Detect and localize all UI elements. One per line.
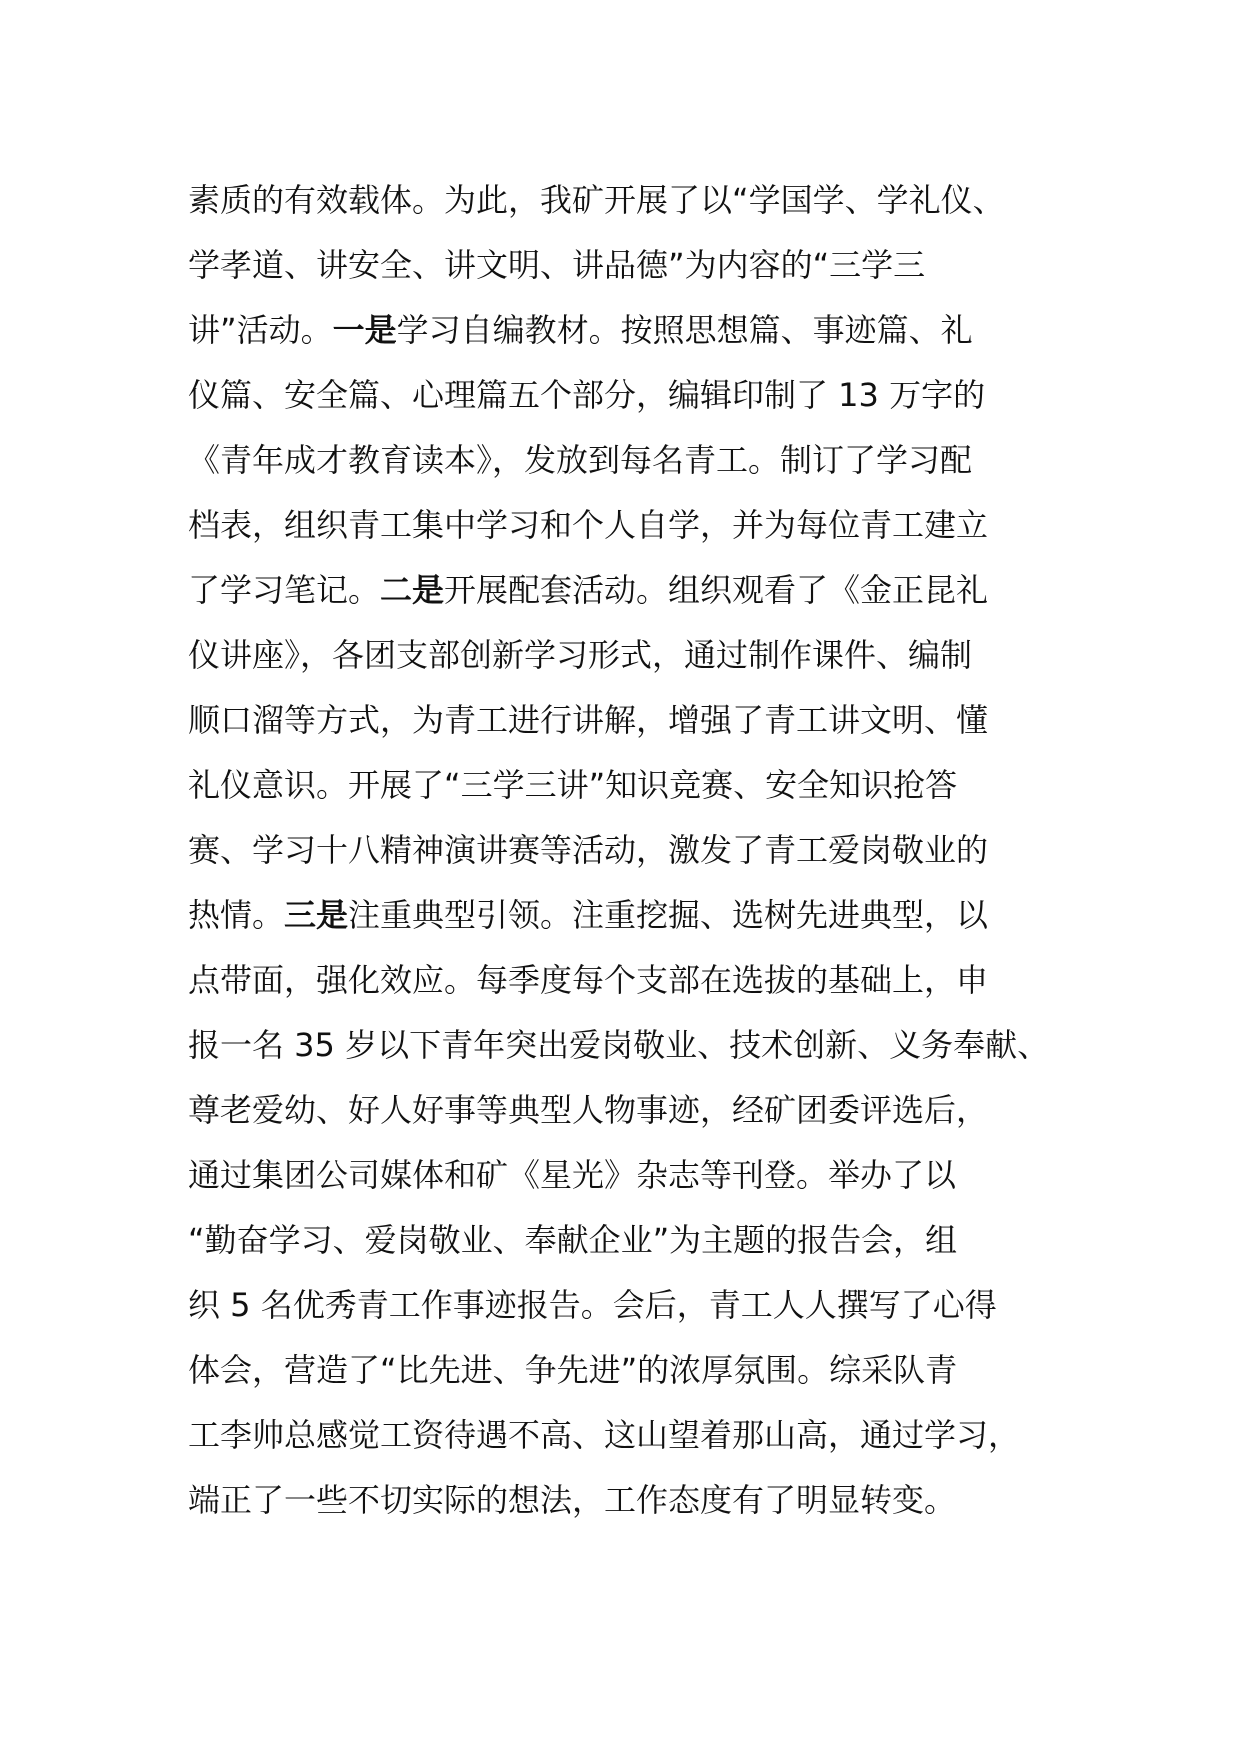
text-line xyxy=(188,493,1088,558)
text-line xyxy=(188,1403,1088,1468)
text-line xyxy=(188,363,1088,428)
text-run: 尊老爱幼、好人好事等典型人物事迹，经矿团委评选后， xyxy=(188,1091,989,1129)
text-run: 档表，组织青工集中学习和个人自学，并为每位青工建立 xyxy=(188,506,989,544)
text-run: 顺口溜等方式，为青工进行讲解，增强了青工讲文明、懂 xyxy=(188,701,989,739)
text-run: 礼仪意识。开展了“三学三讲”知识竞赛、安全知识抢答 xyxy=(188,766,958,804)
text-line xyxy=(188,1143,1088,1208)
text-run: 织 5 名优秀青工作事迹报告。会后，青工人人撰写了心得 xyxy=(188,1286,997,1324)
text-line xyxy=(188,428,1088,493)
text-run: 体会，营造了“比先进、争先进”的浓厚氛围。综采队青 xyxy=(188,1351,958,1389)
text-run: 报一名 35 岁以下青年突出爱岗敬业、技术创新、义务奉献、 xyxy=(188,1026,1050,1064)
emphasis-label: 二是 xyxy=(380,571,445,609)
text-line xyxy=(188,1013,1088,1078)
text-line xyxy=(188,623,1088,688)
text-run: 工李帅总感觉工资待遇不高、这山望着那山高，通过学习， xyxy=(188,1416,1021,1454)
text-run: 注重典型引领。注重挖掘、选树先进典型，以 xyxy=(348,896,989,934)
text-line xyxy=(188,1208,1088,1273)
text-run: 讲”活动。 xyxy=(188,311,333,349)
text-line xyxy=(188,688,1088,753)
text-run: 仪篇、安全篇、心理篇五个部分，编辑印制了 13 万字的 xyxy=(188,376,986,414)
text-run: 学孝道、讲安全、讲文明、讲品德”为内容的“三学三 xyxy=(188,246,926,284)
text-run: “勤奋学习、爱岗敬业、奉献企业”为主题的报告会，组 xyxy=(188,1221,958,1259)
text-run: 素质的有效载体。为此，我矿开展了以“学国学、学礼仪、 xyxy=(188,181,1005,219)
text-line xyxy=(188,1338,1088,1403)
text-run: 端正了一些不切实际的想法，工作态度有了明显转变。 xyxy=(188,1481,957,1519)
text-run: 开展配套活动。组织观看了《金正昆礼 xyxy=(444,571,989,609)
text-run: 仪讲座》，各团支部创新学习形式，通过制作课件、编制 xyxy=(188,636,973,674)
text-line xyxy=(188,298,1088,363)
emphasis-label: 一是 xyxy=(332,311,397,349)
text-line xyxy=(188,818,1088,883)
text-line xyxy=(188,1468,1088,1533)
text-line xyxy=(188,558,1088,623)
emphasis-label: 三是 xyxy=(284,896,349,934)
text-line xyxy=(188,753,1088,818)
text-run: 通过集团公司媒体和矿《星光》杂志等刊登。举办了以 xyxy=(188,1156,957,1194)
text-line xyxy=(188,1078,1088,1143)
text-run: 点带面，强化效应。每季度每个支部在选拔的基础上，申 xyxy=(188,961,989,999)
text-line xyxy=(188,883,1088,948)
text-line xyxy=(188,948,1088,1013)
text-run: 赛、学习十八精神演讲赛等活动，激发了青工爱岗敬业的 xyxy=(188,831,989,869)
text-line xyxy=(188,233,1088,298)
body-paragraph xyxy=(188,168,1088,1533)
text-run: 《青年成才教育读本》，发放到每名青工。制订了学习配 xyxy=(188,441,973,479)
text-line xyxy=(188,168,1088,233)
text-run: 学习自编教材。按照思想篇、事迹篇、礼 xyxy=(396,311,973,349)
text-run: 了学习笔记。 xyxy=(188,571,381,609)
text-run: 热情。 xyxy=(188,896,285,934)
text-line xyxy=(188,1273,1088,1338)
